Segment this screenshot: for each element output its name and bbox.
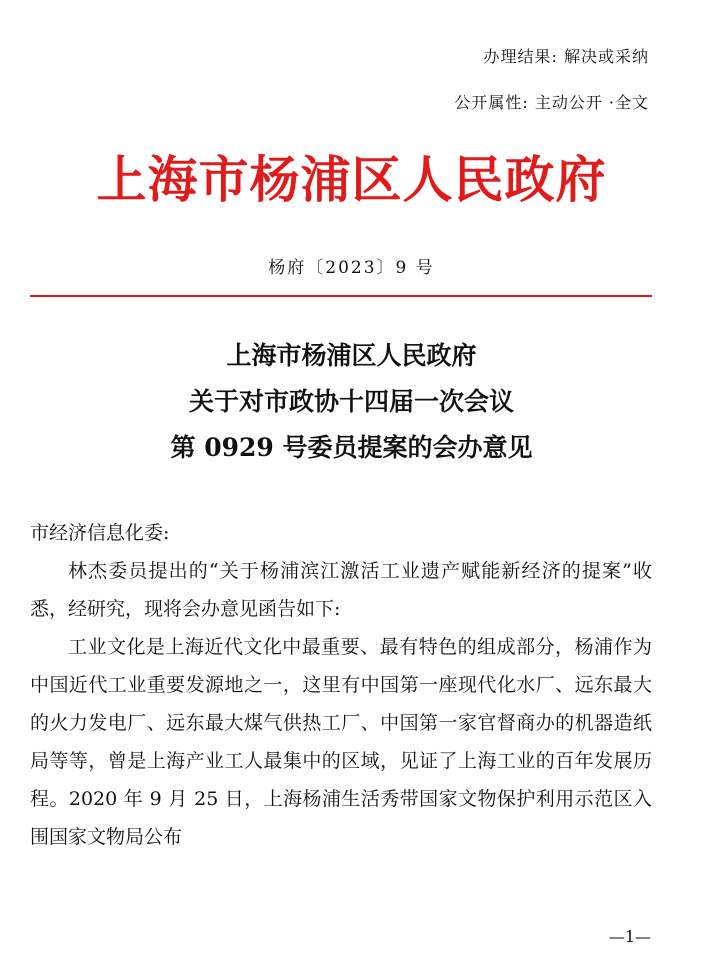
document-body xyxy=(30,514,652,856)
page-number: —1— xyxy=(608,927,651,946)
issuing-authority-title: 上海市杨浦区人民政府 xyxy=(96,150,607,209)
heading-line-3: 第 0929 号委员提案的会办意见 xyxy=(170,433,533,462)
document-heading xyxy=(0,333,703,471)
heading-line-2: 关于对市政协十四届一次会议 xyxy=(188,387,514,416)
disclosure-attribute: 公开属性: 主动公开 ·全文 xyxy=(454,93,649,112)
body-paragraph-1: 林杰委员提出的“关于杨浦滨江激活工业遗产赋能新经济的提案”收悉，经研究，现将会办意见函告如下: xyxy=(30,560,652,620)
document-number: 杨府〔2023〕9 号 xyxy=(268,258,435,278)
heading-line-1: 上海市杨浦区人民政府 xyxy=(226,341,477,370)
red-divider-line xyxy=(30,295,652,297)
addressee: 市经济信息化委: xyxy=(30,522,170,544)
body-paragraph-2: 工业文化是上海近代文化中最重要、最有特色的组成部分，杨浦作为中国近代工业重要发源地之一，这里有中国第一座现代化水厂、远东最大的火力发电厂、远东最大煤气供热工厂、中国第一家官督商办的机器造纸局等等，曾是上海产业工人最集中的区域，见证了上海工业的百年发展历程。2020 年 9 月 25 日，上海杨浦生活秀带国家文物保护利用示范区入围国家文物局公布 xyxy=(30,636,652,848)
handling-result: 办理结果: 解决或采纳 xyxy=(483,47,649,66)
